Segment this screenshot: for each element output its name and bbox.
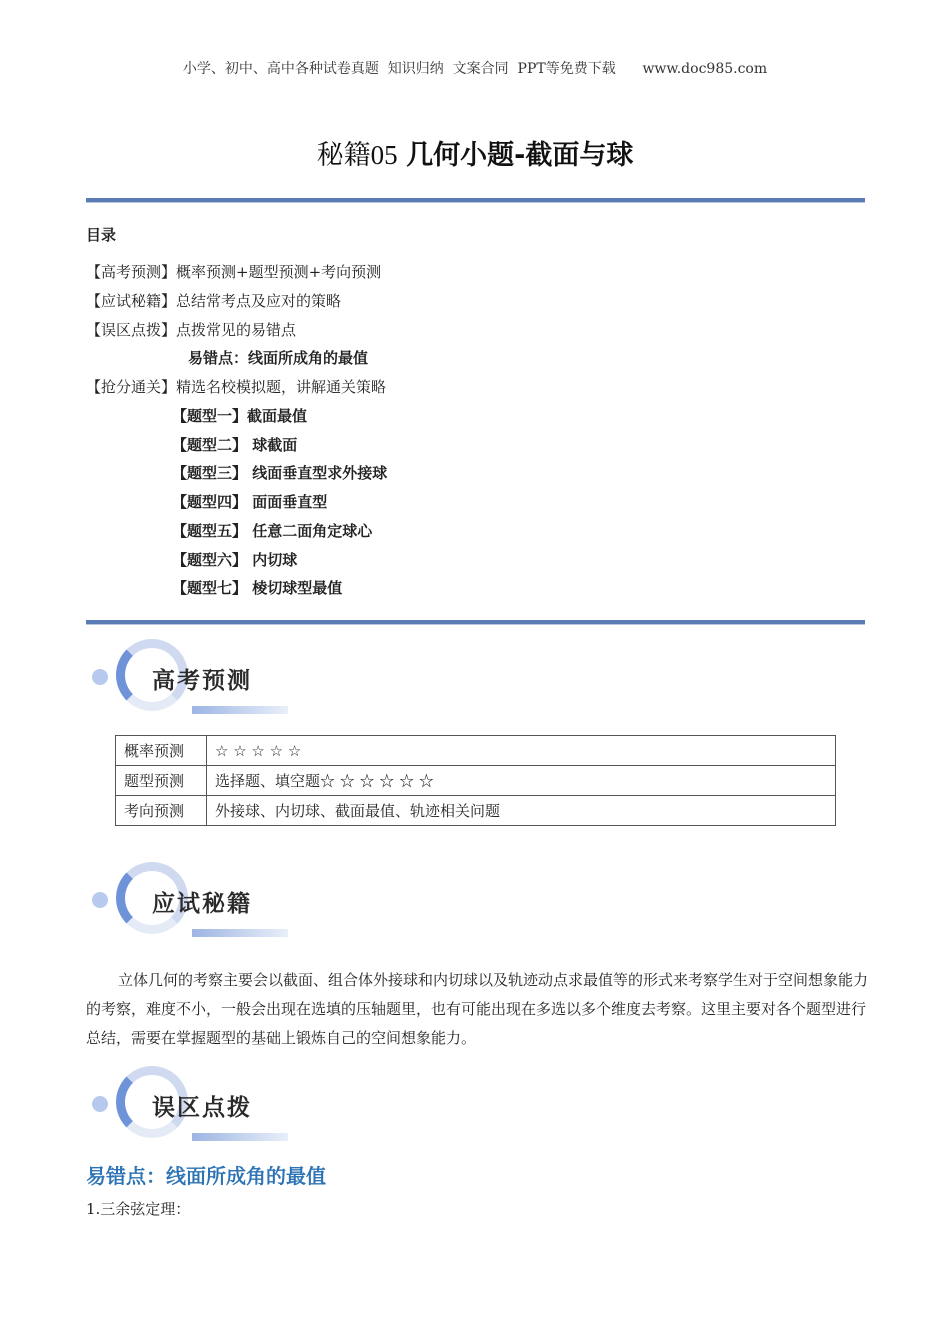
- site-header: 小学、初中、高中各种试卷真题 知识归纳 文案合同 PPT等免费下载 www.doc985.com: [182, 61, 768, 77]
- title-number: 05: [370, 140, 398, 170]
- mistake-heading: 易错点：线面所成角的最值: [86, 1164, 326, 1188]
- table-value: ☆ ☆ ☆ ☆ ☆: [207, 736, 836, 766]
- title-prefix: 秘籍: [316, 140, 371, 171]
- table-key: 题型预测: [116, 766, 207, 796]
- toc-row-mistakes[interactable]: [86, 319, 296, 341]
- banner-dot-icon: [92, 1096, 108, 1112]
- toc-tag: 【高考预测】: [86, 263, 177, 281]
- toc-row-tips[interactable]: [86, 290, 341, 312]
- toc-type-3[interactable]: 【题型三】 线面垂直型求外接球: [172, 464, 388, 482]
- table-row: [116, 736, 836, 766]
- section-banner-mistakes: [90, 1061, 300, 1151]
- banner-bar: [192, 706, 288, 714]
- toc-error-point[interactable]: 易错点：线面所成角的最值: [188, 349, 369, 367]
- tips-paragraph: 立体几何的考察主要会以截面、组合体外接球和内切球以及轨迹动点求最值等的形式来考察学生对于空间想象能力的考察，难度不小，一般会出现在选填的压轴题里，也有可能出现在多选以多个维度去考察。这里主要对各个题型进行总结，需要在掌握题型的基础上锻炼自己的空间想象能力。: [86, 971, 869, 1047]
- table-row: [116, 766, 836, 796]
- table-row: [116, 796, 836, 826]
- section-banner-forecast: [90, 634, 300, 724]
- toc-text: 概率预测+题型预测+考向预测: [176, 263, 382, 281]
- toc-row-forecast[interactable]: [86, 261, 381, 283]
- toc-text: 总结常考点及应对的策略: [176, 292, 342, 310]
- toc-row-practice[interactable]: [86, 376, 386, 398]
- toc-tag: 【应试秘籍】: [86, 292, 177, 310]
- section-banner-tips: [90, 857, 300, 947]
- section-title: 应试秘籍: [152, 891, 252, 917]
- title-main: 几何小题-截面与球: [406, 140, 634, 171]
- forecast-table: [115, 735, 836, 826]
- mistake-item: 1.三余弦定理：: [86, 1200, 191, 1218]
- table-key: 概率预测: [116, 736, 207, 766]
- toc-type-6[interactable]: 【题型六】 内切球: [172, 551, 298, 569]
- toc-text: 点拨常见的易错点: [176, 321, 297, 339]
- toc-text: 精选名校模拟题，讲解通关策略: [176, 378, 387, 396]
- banner-bar: [192, 929, 288, 937]
- toc-type-5[interactable]: 【题型五】 任意二面角定球心: [172, 522, 373, 540]
- banner-bar: [192, 1133, 288, 1141]
- banner-dot-icon: [92, 892, 108, 908]
- toc-tag: 【误区点拨】: [86, 321, 177, 339]
- page-title: [0, 133, 950, 172]
- title-divider: [86, 198, 865, 203]
- toc-type-1[interactable]: 【题型一】截面最值: [172, 407, 308, 425]
- section-title: 高考预测: [152, 668, 252, 694]
- section-title: 误区点拨: [152, 1095, 252, 1121]
- table-value: 外接球、内切球、截面最值、轨迹相关问题: [207, 796, 836, 826]
- toc-tag: 【抢分通关】: [86, 378, 177, 396]
- toc-divider: [86, 620, 865, 625]
- toc-type-7[interactable]: 【题型七】 棱切球型最值: [172, 579, 343, 597]
- toc-type-2[interactable]: 【题型二】 球截面: [172, 436, 298, 454]
- table-value: 选择题、填空题☆ ☆ ☆ ☆ ☆ ☆: [207, 766, 836, 796]
- toc-heading: 目录: [86, 226, 117, 244]
- banner-dot-icon: [92, 669, 108, 685]
- toc-type-4[interactable]: 【题型四】 面面垂直型: [172, 493, 328, 511]
- table-key: 考向预测: [116, 796, 207, 826]
